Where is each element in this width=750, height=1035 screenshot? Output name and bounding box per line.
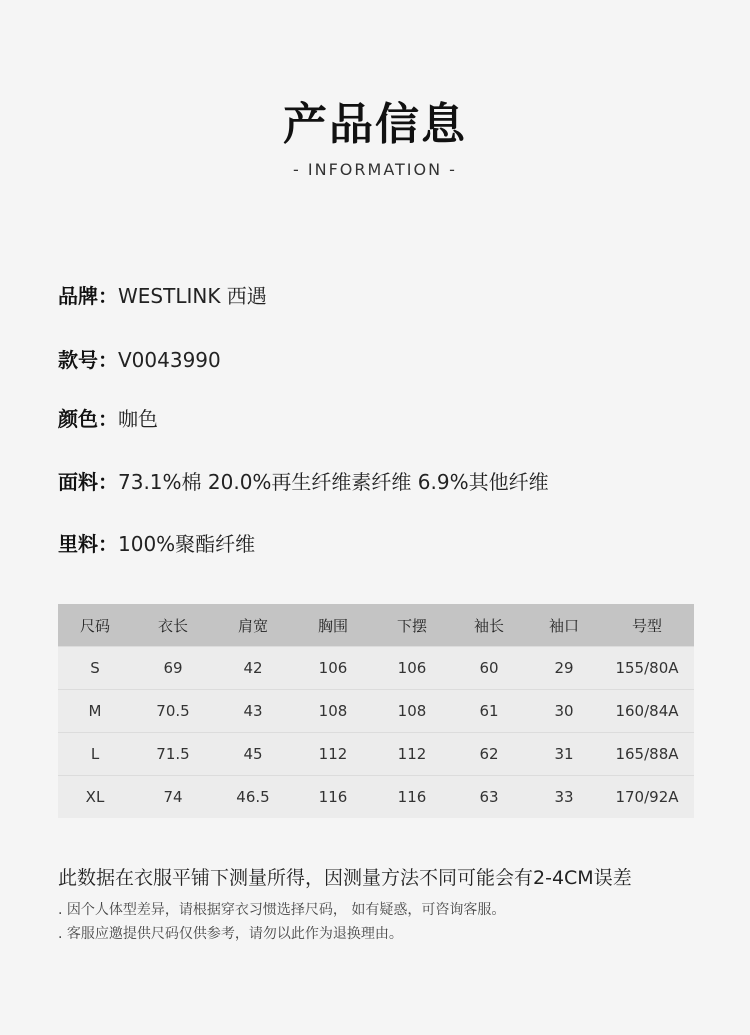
table-cell: 42 xyxy=(214,647,292,690)
table-cell: 71.5 xyxy=(132,733,214,776)
column-header: 衣长 xyxy=(132,604,214,647)
table-cell: 46.5 xyxy=(214,776,292,819)
table-cell: XL xyxy=(58,776,132,819)
table-header-row xyxy=(58,604,694,647)
table-cell: 45 xyxy=(214,733,292,776)
table-row xyxy=(58,647,694,690)
table-cell: 112 xyxy=(292,733,374,776)
table-row xyxy=(58,776,694,819)
column-header: 袖长 xyxy=(450,604,528,647)
info-label: 里料： xyxy=(58,532,118,556)
info-color xyxy=(58,403,158,432)
measurement-note: 此数据在衣服平铺下测量所得，因测量方法不同可能会有2-4CM误差 xyxy=(58,867,632,889)
page-title: 产品信息 xyxy=(283,99,467,150)
size-table xyxy=(58,604,694,818)
table-cell: 155/80A xyxy=(600,647,694,690)
table-cell: 33 xyxy=(528,776,600,819)
table-cell: 160/84A xyxy=(600,690,694,733)
info-lining xyxy=(58,528,255,557)
column-header: 下摆 xyxy=(374,604,450,647)
table-cell: 108 xyxy=(374,690,450,733)
info-label: 品牌： xyxy=(58,284,118,308)
info-value: WESTLINK 西遇 xyxy=(118,284,267,308)
column-header: 胸围 xyxy=(292,604,374,647)
table-cell: S xyxy=(58,647,132,690)
info-fabric xyxy=(58,466,549,495)
table-cell: 165/88A xyxy=(600,733,694,776)
table-cell: L xyxy=(58,733,132,776)
table-cell: 112 xyxy=(374,733,450,776)
note-item: . 客服应邀提供尺码仅供参考，请勿以此作为退换理由。 xyxy=(58,926,403,942)
table-cell: 29 xyxy=(528,647,600,690)
column-header: 尺码 xyxy=(58,604,132,647)
info-value: 咖色 xyxy=(118,407,158,431)
table-cell: 106 xyxy=(374,647,450,690)
column-header: 袖口 xyxy=(528,604,600,647)
info-value: 100%聚酯纤维 xyxy=(118,532,256,556)
table-cell: 31 xyxy=(528,733,600,776)
info-value: V0043990 xyxy=(118,348,221,372)
info-style-number xyxy=(58,344,221,373)
table-cell: 106 xyxy=(292,647,374,690)
table-row xyxy=(58,733,694,776)
info-label: 面料： xyxy=(58,470,118,494)
table-cell: 69 xyxy=(132,647,214,690)
table-cell: 62 xyxy=(450,733,528,776)
column-header: 肩宽 xyxy=(214,604,292,647)
info-brand xyxy=(58,280,267,309)
table-cell: 30 xyxy=(528,690,600,733)
info-label: 颜色： xyxy=(58,407,118,431)
table-cell: 74 xyxy=(132,776,214,819)
table-cell: 116 xyxy=(292,776,374,819)
table-cell: 60 xyxy=(450,647,528,690)
column-header: 号型 xyxy=(600,604,694,647)
page-subtitle: - INFORMATION - xyxy=(293,160,457,179)
table-row xyxy=(58,690,694,733)
info-value: 73.1%棉 20.0%再生纤维素纤维 6.9%其他纤维 xyxy=(118,470,549,494)
table-cell: 170/92A xyxy=(600,776,694,819)
info-label: 款号： xyxy=(58,348,118,372)
table-cell: 70.5 xyxy=(132,690,214,733)
table-cell: 63 xyxy=(450,776,528,819)
note-item: . 因个人体型差异，请根据穿衣习惯选择尺码， 如有疑惑，可咨询客服。 xyxy=(58,902,506,918)
table-cell: 43 xyxy=(214,690,292,733)
table-cell: 108 xyxy=(292,690,374,733)
table-cell: M xyxy=(58,690,132,733)
table-cell: 116 xyxy=(374,776,450,819)
table-cell: 61 xyxy=(450,690,528,733)
